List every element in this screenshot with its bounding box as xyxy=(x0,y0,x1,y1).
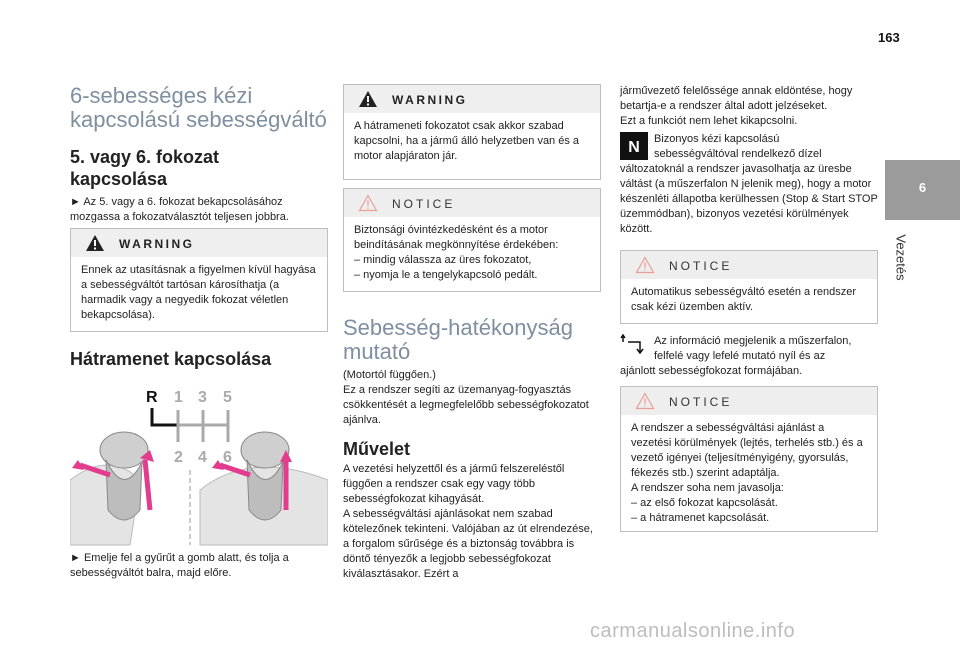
heading-reverse: Hátramenet kapcsolása xyxy=(70,349,272,369)
notice-box-3 xyxy=(620,386,878,532)
gear-knob-left xyxy=(70,432,154,545)
info-display-text-b: ajánlott sebességfokozat formájában. xyxy=(620,365,803,377)
notice-label: NOTICE xyxy=(669,259,733,273)
notice-text xyxy=(621,415,877,534)
notice-icon xyxy=(635,256,655,274)
warning-icon xyxy=(358,90,378,108)
warning-text: A hátrameneti fokozatot csak akkor szabad kapcsolni, ha a jármű álló helyzetben van és a motor alapjáraton jár. xyxy=(354,120,580,162)
gear-label-3: 3 xyxy=(198,389,207,406)
notice-header xyxy=(621,387,877,415)
reverse-text: ► Emelje fel a gyűrűt a gomb alatt, és tolja a sebességváltót balra, majd előre. xyxy=(70,552,289,579)
chapter-title-text: Vezetés xyxy=(893,234,909,281)
warning-label: WARNING xyxy=(119,237,195,251)
page-number: 163 xyxy=(878,30,900,45)
gear-label-r: R xyxy=(146,389,158,406)
warning-header xyxy=(71,229,327,257)
gear-knob-right xyxy=(200,432,328,545)
chapter-title xyxy=(888,215,908,305)
warning-icon xyxy=(85,234,105,252)
diesel-text-a: Bizonyos kézi kapcsolású sebességváltóval rendelkező dízel xyxy=(654,133,822,160)
driver-responsibility-text: járművezető felelőssége annak eldöntése, hogy betartja-e a rendszer által adott jelzéseket. Ezt a funkciót nem lehet kikapcsolni. xyxy=(620,85,853,127)
gear-5-6-text: ► Az 5. vagy a 6. fokozat bekapcsolásához mozgassa a fokozatválasztót teljesen jobbra. xyxy=(70,196,289,223)
notice-text: Automatikus sebességváltó esetén a rendszer csak kézi üzemben aktív. xyxy=(631,286,857,313)
notice-text-content: Biztonsági óvintézkedésként és a motor beindításának megkönnyítése érdekében: – mindig válassza az üres fokozatot, – nyomja le a tengelykapcsoló pedált. xyxy=(354,224,559,281)
notice-header xyxy=(621,251,877,279)
warning-box-2 xyxy=(343,84,601,180)
gear-shift-arrow-icon xyxy=(620,334,648,356)
warning-header xyxy=(344,85,600,113)
notice-text xyxy=(344,217,600,291)
section-title-manual-gearbox: 6-sebességes kézi kapcsolású sebességváltó xyxy=(70,83,327,132)
gear-label-4: 4 xyxy=(198,449,207,466)
notice-text-content: A rendszer a sebességváltási ajánlást a vezetési körülmények (lejtés, terhelés stb.) és a vezető igényei (teljesítményigény, gyorsulás, fékezés stb.) szerint adaptálja. A rendszer soha nem javasolja: – az első fokozat kapcsolását. – a hátramenet kapcsolását. xyxy=(631,422,863,524)
diesel-text-b: változatoknál a rendszer javasolhatja az üresbe váltást (a műszerfalon N jelenik meg), hogy a motor készenléti állapotba kerülhessen (Stop & Start STOP üzemmódban), bizonyos vezetési körülmények között. xyxy=(620,163,878,235)
notice-header xyxy=(344,189,600,217)
chapter-tab[interactable] xyxy=(885,160,960,220)
notice-label: NOTICE xyxy=(669,395,733,409)
warning-label: WARNING xyxy=(392,93,468,107)
operation-text: A vezetési helyzettől és a jármű felszereléstől függően a rendszer csak egy vagy több sebességfokozat kihagyását. A sebességváltási ajánlásokat nem szabad kötelezőnek tekinteni. Valójában az út elrendezése, a forgalom sűrűsége és a biztonság továbbra is döntő tényezők a legjobb sebességfokozat kiválasztásakor. Ezért a xyxy=(343,463,593,580)
notice-icon xyxy=(358,194,378,212)
heading-gear-5-6: 5. vagy 6. fokozat kapcsolása xyxy=(70,147,220,189)
neutral-indicator-icon xyxy=(620,132,648,160)
gear-label-1: 1 xyxy=(174,389,183,406)
section-title-efficiency-indicator: Sebesség-hatékonyság mutató xyxy=(343,315,573,364)
heading-operation: Művelet xyxy=(343,439,411,459)
warning-text: Ennek az utasításnak a figyelmen kívül hagyása a sebességváltót tartósan károsíthatja (a harmadik vagy a negyedik fokozat véletlen bekapcsolása). xyxy=(81,264,316,321)
efficiency-intro: (Motortól függően.) Ez a rendszer segíti az üzemanyag-fogyasztás csökkentését a legmegfelelőbb sebességfokozatot ajánlva. xyxy=(343,369,589,426)
reverse-gear-illustration xyxy=(70,380,328,548)
gear-label-2: 2 xyxy=(174,449,183,466)
warning-box-1 xyxy=(70,228,328,332)
notice-box-1 xyxy=(343,188,601,292)
gear-label-6: 6 xyxy=(223,449,232,466)
neutral-symbol: N xyxy=(628,139,640,156)
notice-label: NOTICE xyxy=(392,197,456,211)
info-display-text-a: Az információ megjelenik a műszerfalon, felfelé vagy lefelé mutató nyíl és az xyxy=(654,335,852,362)
notice-icon xyxy=(635,392,655,410)
gear-label-5: 5 xyxy=(223,389,232,406)
chapter-number: 6 xyxy=(918,180,927,195)
watermark: carmanualsonline.info xyxy=(590,620,796,642)
notice-box-2 xyxy=(620,250,878,324)
